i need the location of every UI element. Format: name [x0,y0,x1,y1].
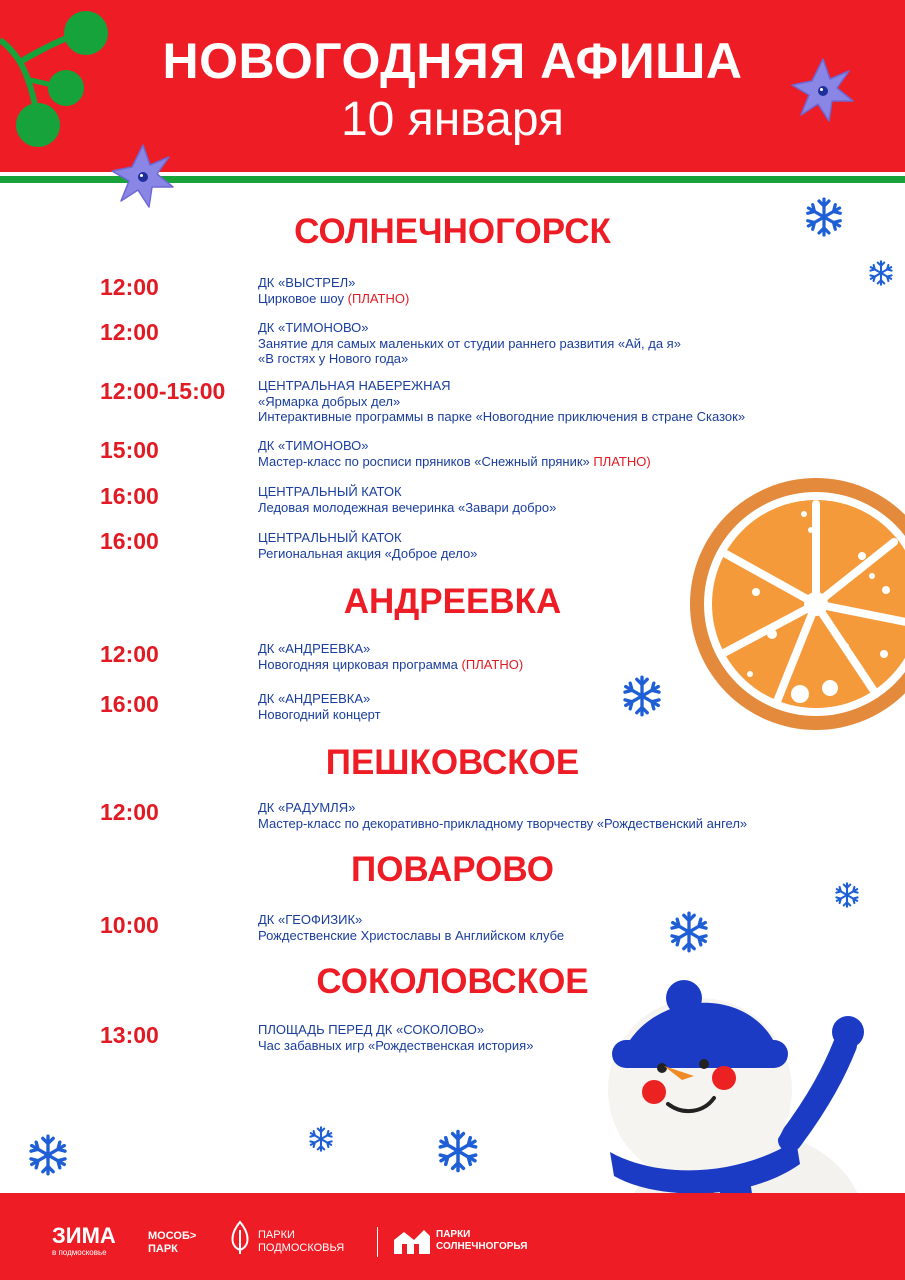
event-venue: ДК «АНДРЕЕВКА» [258,691,371,706]
logo-parki-podmoskovya: ПАРКИ ПОДМОСКОВЬЯ [258,1229,345,1254]
event-time: 12:00 [100,319,159,345]
snowflake-icon [832,880,862,910]
paid-label: (ПЛАТНО) [461,656,524,672]
snowflake-icon [801,194,847,240]
event-time: 13:00 [100,1022,159,1048]
event-venue: ДК «АНДРЕЕВКА» [258,641,371,656]
city-heading: ПЕШКОВСКОЕ [325,743,580,782]
city-heading: АНДРЕЕВКА [343,582,562,621]
event-time: 12:00 [100,799,159,825]
event-info [258,912,818,943]
event-venue: ДК «ВЫСТРЕЛ» [258,275,356,290]
event-venue: ЦЕНТРАЛЬНЫЙ КАТОК [258,530,402,545]
event-venue: ЦЕНТРАЛЬНАЯ НАБЕРЕЖНАЯ [258,378,451,393]
orange-cookie-icon [686,474,905,734]
city-heading: СОКОЛОВСКОЕ [316,962,589,1001]
logo-divider [377,1227,378,1257]
snowflake-icon [24,1131,72,1179]
event-venue: ДК «ГЕОФИЗИК» [258,912,363,927]
event-description: Цирковое шоу (ПЛАТНО) [258,290,410,306]
event-venue: ДК «ТИМОНОВО» [258,438,369,453]
event-time: 12:00 [100,274,159,300]
event-description: Мастер-класс по росписи пряников «Снежный пряник» ПЛАТНО) [258,453,651,469]
event-description: Рождественские Христославы в Английском клубе [258,927,565,943]
event-description: Час забавных игр «Рождественская история» [258,1037,534,1053]
event-venue: ДК «РАДУМЛЯ» [258,800,356,815]
event-time: 10:00 [100,912,159,938]
snowflake-icon [306,1124,336,1154]
event-date: 10 января [340,93,565,146]
city-heading: СОЛНЕЧНОГОРСК [294,212,611,251]
logo-mosobpark: МОСОБ> ПАРК [148,1230,197,1255]
event-description: Занятие для самых маленьких от студии раннего развития «Ай, да я» [258,335,681,351]
logo-parki-solnechnogorya: ПАРКИ СОЛНЕЧНОГОРЬЯ [436,1229,528,1252]
event-description: «В гостях у Нового года» [258,351,409,366]
event-description: Региональная акция «Доброе дело» [258,545,478,561]
event-description: Интерактивные программы в парке «Новогодние приключения в стране Сказок» [258,409,746,424]
event-info [258,275,818,306]
event-info [258,320,818,367]
event-time: 12:00-15:00 [100,378,226,404]
page-title: НОВОГОДНЯЯ АФИША [162,33,743,89]
event-time: 15:00 [100,437,159,463]
city-heading: ПОВАРОВО [351,850,554,889]
paid-label: ПЛАТНО) [593,453,651,469]
event-time: 16:00 [100,528,159,554]
event-info [258,378,818,425]
event-time: 16:00 [100,691,159,717]
event-info [258,800,818,831]
event-description: Ледовая молодежная вечеринка «Завари добро» [258,499,557,515]
event-description: Мастер-класс по декоративно-прикладному творчеству «Рождественский ангел» [258,815,748,831]
snowflake-icon [433,1126,483,1176]
paid-label: (ПЛАТНО) [347,290,410,306]
event-description: Новогодний концерт [258,706,381,722]
event-time: 12:00 [100,641,159,667]
event-info [258,438,818,469]
event-venue: ПЛОЩАДЬ ПЕРЕД ДК «СОКОЛОВО» [258,1022,485,1037]
snowflake-icon [665,908,713,956]
event-description: «Ярмарка добрых дел» [258,393,401,409]
event-time: 16:00 [100,483,159,509]
logo-zima: ЗИМА [52,1223,116,1248]
event-description: Новогодняя цирковая программа (ПЛАТНО) [258,656,524,672]
event-venue: ЦЕНТРАЛЬНЫЙ КАТОК [258,484,402,499]
event-venue: ДК «ТИМОНОВО» [258,320,369,335]
parks-logo-icon [390,1222,434,1258]
snowflake-icon [866,258,896,288]
logo-zima-sub: в подмосковье [52,1248,107,1257]
star-ornament-icon [108,142,178,212]
snowflake-icon [618,672,666,720]
tree-icon [226,1220,254,1256]
